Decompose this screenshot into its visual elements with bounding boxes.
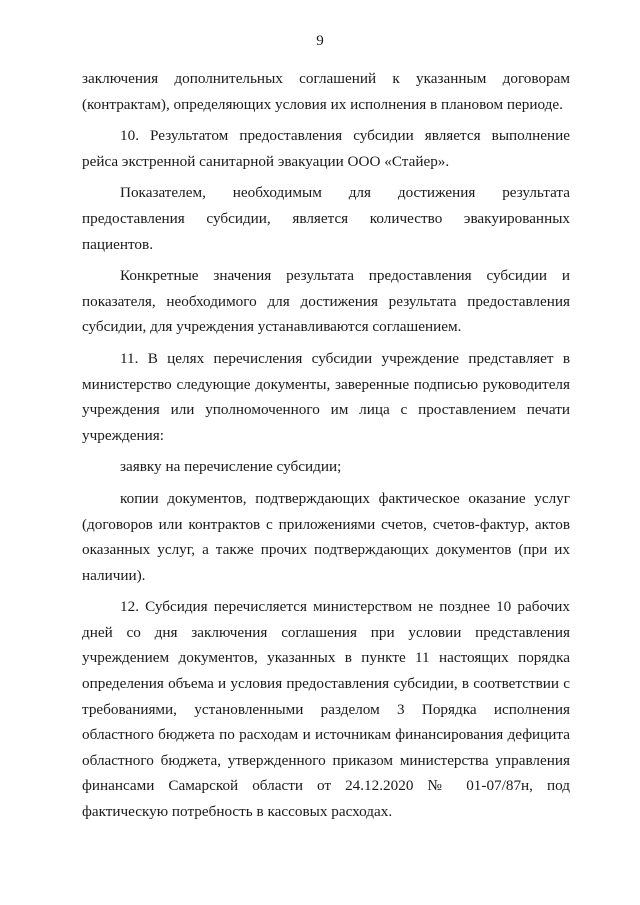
page-number: 9 xyxy=(316,33,324,49)
paragraph-indicator: Показателем, необходимым для достижения результата предоставления субсидии, является количество эвакуированных пациентов. xyxy=(82,184,570,253)
paragraph-item-10: 10. Результатом предоставления субсидии является выполнение рейса экстренной санитарной эвакуации ООО «Стайер». xyxy=(82,127,570,170)
paragraph-request: заявку на перечисление субсидии; xyxy=(120,458,342,476)
document-body xyxy=(82,66,570,825)
paragraph-copies: копии документов, подтверждающих фактическое оказание услуг (договоров или контрактов с приложениями счетов, счетов-фактур, актов оказанных услуг, а также прочих подтверждающих документов (при их наличии). xyxy=(82,489,570,584)
paragraph-continuation: заключения дополнительных соглашений к указанным договорам (контрактам), определяющих условия их исполнения в плановом периоде. xyxy=(82,70,570,113)
paragraph-specific-values: Конкретные значения результата предоставления субсидии и показателя, необходимого для достижения результата предоставления субсидии, для учреждения устанавливаются соглашением. xyxy=(82,267,570,336)
paragraph-item-12: 12. Субсидия перечисляется министерством не позднее 10 рабочих дней со дня заключения соглашения при условии представления учреждением документов, указанных в пункте 11 настоящих порядка определения объема и условия предоставления субсидии, в соответствии с требованиями, установленными разделом 3 Порядка исполнения областного бюджета по расходам и источникам финансирования дефицита областного бюджета, утвержденного приказом министерства управления финансами Самарской области от 24.12.2020 № 01-07/87н, под фактическую потребность в кассовых расходах. xyxy=(82,598,570,821)
paragraph-item-11: 11. В целях перечисления субсидии учреждение представляет в министерство следующие документы, заверенные подписью руководителя учреждения или уполномоченного им лица с проставлением печати учреждения: xyxy=(82,349,570,444)
